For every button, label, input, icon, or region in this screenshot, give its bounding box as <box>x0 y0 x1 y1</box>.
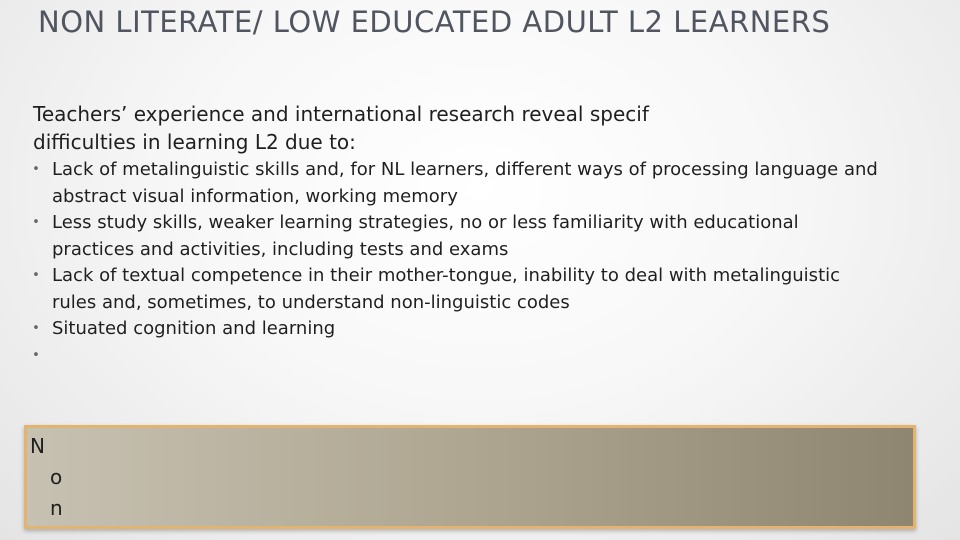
box-letter: o <box>50 465 63 489</box>
bullet-text: Lack of textual competence in their mother-tongue, inability to deal with metalinguistic rules and, sometimes, to understand non-linguistic codes <box>52 265 841 313</box>
box-vertical-text <box>30 431 70 524</box>
bullet-item <box>30 316 880 343</box>
highlight-box <box>24 425 916 529</box>
bullet-list <box>30 157 880 369</box>
bullet-item <box>30 210 880 263</box>
slide-title: NON LITERATE/ LOW EDUCATED ADULT L2 LEARNERS <box>38 5 831 39</box>
bullet-text: Situated cognition and learning <box>52 318 336 339</box>
intro-text: Teachers’ experience and international research reveal specif difficulties in learning L2 due to: <box>33 102 649 154</box>
box-letter: N <box>30 434 45 458</box>
box-letter: n <box>50 496 63 520</box>
bullet-item <box>30 157 880 210</box>
bullet-icon: • <box>32 321 40 336</box>
bullet-item <box>30 343 880 370</box>
bullet-text: Lack of metalinguistic skills and, for NL learners, different ways of processing language and abstract visual information, working memory <box>52 159 878 207</box>
bullet-icon: • <box>32 347 40 363</box>
bullet-item <box>30 263 880 316</box>
bullet-icon: • <box>32 268 40 283</box>
bullet-text: Less study skills, weaker learning strategies, no or less familiarity with educational practices and activities, including tests and exams <box>52 212 799 260</box>
bullet-icon: • <box>32 162 40 177</box>
bullet-icon: • <box>32 215 40 230</box>
